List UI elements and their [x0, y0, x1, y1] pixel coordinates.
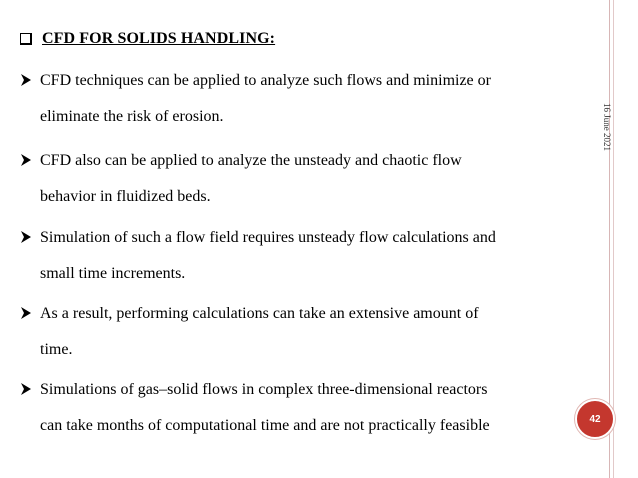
arrowhead-icon	[20, 72, 32, 88]
bullet-line-2: eliminate the risk of erosion.	[40, 108, 224, 125]
bullet-line-2: small time increments.	[40, 265, 186, 282]
bullet-line-1: Simulation of such a flow field requires unsteady flow calculations and	[40, 229, 496, 246]
heading-row	[20, 30, 275, 48]
slide-heading: CFD FOR SOLIDS HANDLING:	[42, 30, 276, 47]
bullet-line-1: CFD techniques can be applied to analyze such flows and minimize or	[40, 72, 491, 89]
right-divider-line-inner	[613, 0, 614, 478]
arrowhead-icon	[20, 152, 32, 168]
bullet-line-2: can take months of computational time and are not practically feasible	[40, 417, 490, 434]
arrowhead-icon	[20, 381, 32, 397]
bullet-line-2: time.	[40, 341, 73, 358]
slide-date: 16 June 2021	[602, 103, 612, 151]
bullet-line-1: Simulations of gas–solid flows in complex three-dimensional reactors	[40, 381, 488, 398]
bullet-line-2: behavior in fluidized beds.	[40, 188, 211, 205]
page-number-badge: 42	[575, 399, 615, 439]
bullet-line-1: As a result, performing calculations can take an extensive amount of	[40, 305, 479, 322]
arrowhead-icon	[20, 305, 32, 321]
bullet-line-1: CFD also can be applied to analyze the unsteady and chaotic flow	[40, 152, 462, 169]
hollow-square-icon	[20, 33, 32, 45]
arrowhead-icon	[20, 229, 32, 245]
